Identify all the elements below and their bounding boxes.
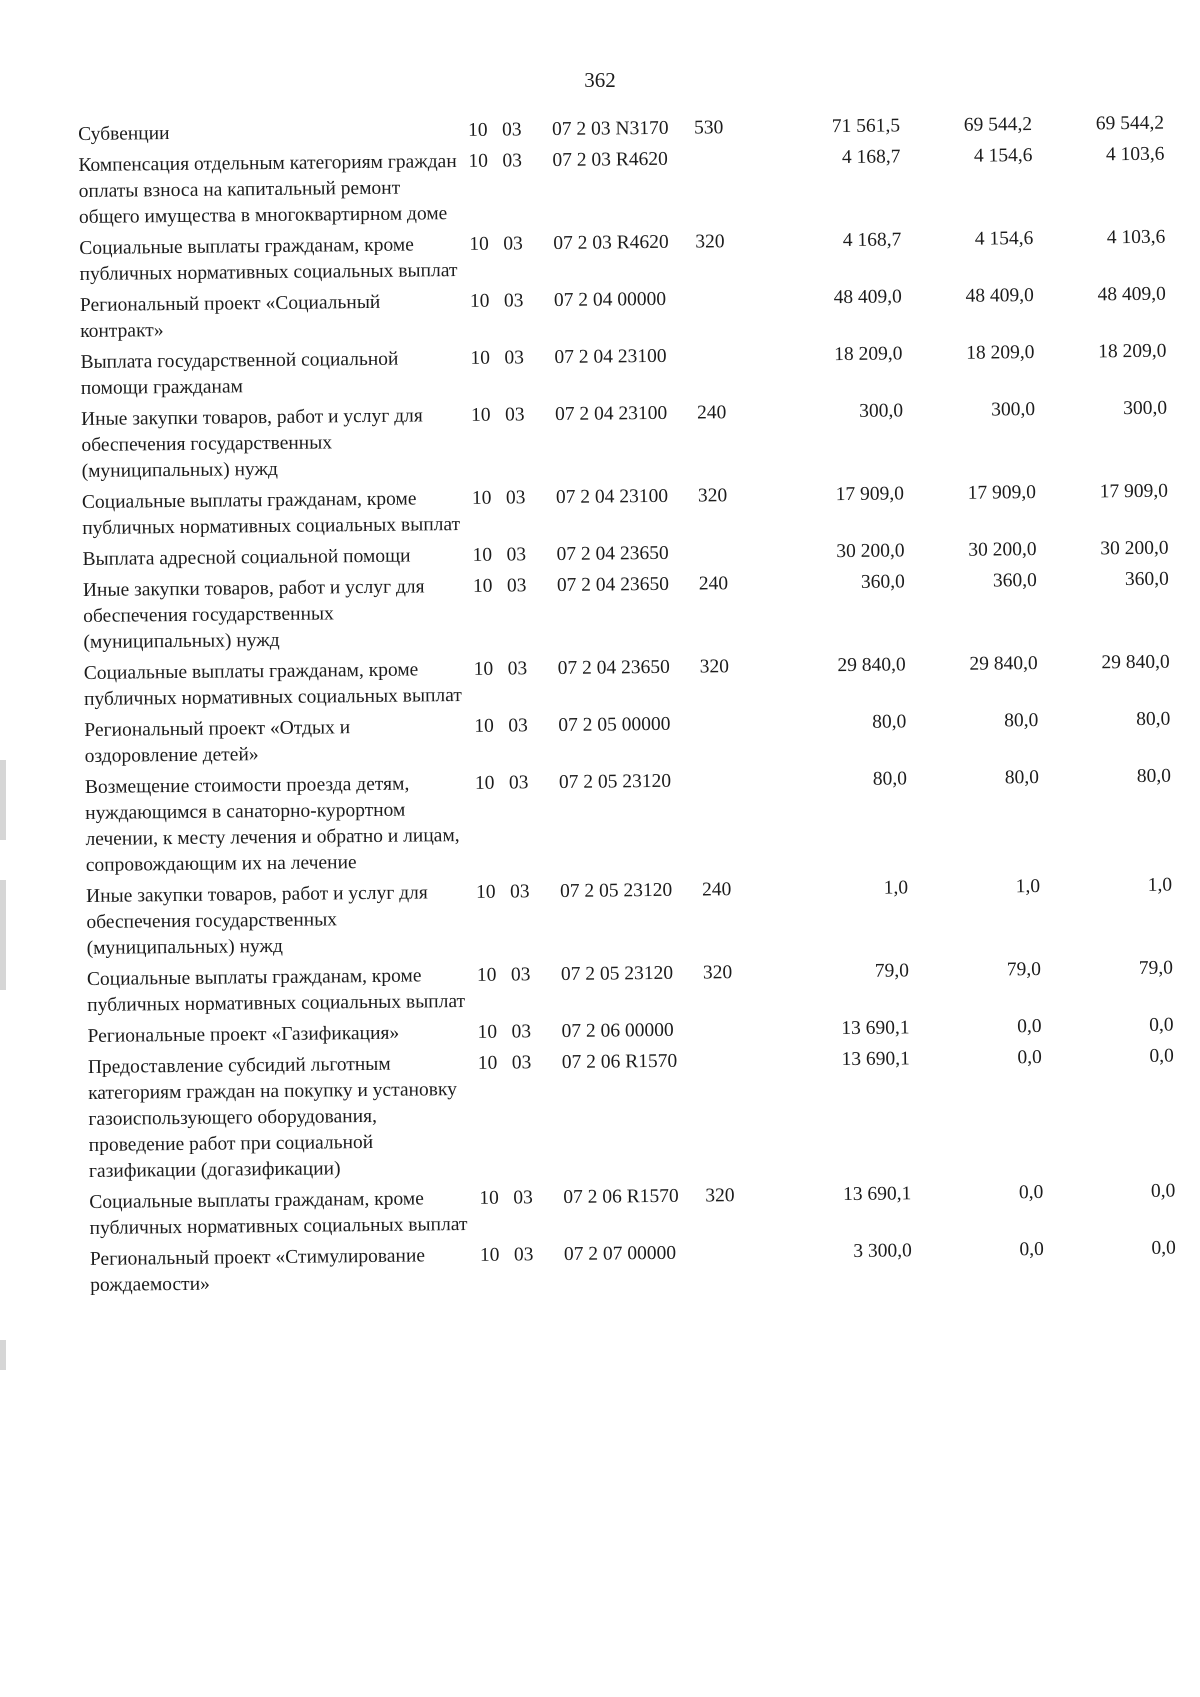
section-code: 10 (474, 715, 494, 737)
section-code: 10 (479, 1244, 500, 1266)
row-name: Предоставление субсидий льготным категориям граждан на покупку и установку газоиспользующего оборудования, проведение работ при социальной газификации (догазификации) (87, 1053, 457, 1182)
subsection-code: 03 (505, 487, 526, 509)
section-code: 10 (479, 1187, 499, 1209)
amount-year-2: 29 840,0 (969, 652, 1038, 675)
target-article-code: 07 2 06 R1570 (561, 1050, 678, 1073)
subsection-code: 03 (503, 233, 523, 255)
row-name: Иные закупки товаров, работ и услуг для обеспечения государственных (муниципальных) нужд (86, 882, 428, 959)
row-name: Социальные выплаты гражданам, кроме публичных нормативных социальных выплат (79, 234, 458, 285)
row-name: Возмещение стоимости проезда детям, нуждающимся в санаторно-курортном лечении, к месту лечения и обратно и лицам, сопровождающим их на лечение (84, 773, 460, 876)
section-code: 10 (476, 964, 497, 986)
amount-year-2: 0,0 (1019, 1238, 1044, 1261)
amount-year-2: 4 154,6 (973, 145, 1033, 167)
amount-year-2: 0,0 (1017, 1015, 1042, 1038)
target-article-code: 07 2 05 23120 (559, 879, 673, 902)
amount-year-1: 17 909,0 (835, 483, 905, 506)
scan-edge-mark (0, 760, 6, 840)
target-article-code: 07 2 04 23100 (554, 345, 667, 369)
section-code: 10 (472, 544, 493, 566)
amount-year-3: 0,0 (1149, 1014, 1174, 1036)
amount-year-3: 17 909,0 (1099, 480, 1169, 503)
target-article-code: 07 2 04 23650 (556, 573, 670, 597)
amount-year-1: 300,0 (859, 400, 904, 422)
row-name: Иные закупки товаров, работ и услуг для обеспечения государственных (муниципальных) нужд (81, 405, 423, 482)
subsection-code: 03 (502, 150, 523, 172)
subsection-code: 03 (511, 1021, 532, 1043)
section-code: 10 (472, 575, 493, 597)
subsection-code: 03 (508, 772, 529, 794)
table-row (80, 339, 1170, 402)
subsection-code: 03 (511, 1052, 532, 1074)
section-code: 10 (468, 150, 489, 172)
expense-type-code: 240 (701, 879, 732, 901)
row-name: Региональный проект «Отдых и оздоровление детей» (84, 717, 351, 767)
table-row (78, 142, 1169, 231)
expense-type-code (703, 1017, 777, 1018)
section-code: 10 (471, 487, 492, 509)
page-number: 362 (584, 68, 616, 92)
expense-type-code: 320 (705, 1185, 735, 1207)
expense-type-code (701, 768, 775, 769)
row-name: Региональный проект «Стимулирование рождаемости» (89, 1245, 426, 1296)
amount-year-3: 80,0 (1136, 708, 1171, 730)
section-code: 10 (467, 119, 488, 141)
table-row (89, 1179, 1179, 1242)
subsection-code: 03 (506, 575, 527, 597)
amount-year-3: 30 200,0 (1100, 537, 1169, 560)
amount-year-3: 1,0 (1147, 874, 1173, 896)
subsection-code: 03 (509, 881, 530, 903)
section-code: 10 (474, 772, 495, 794)
subsection-code: 03 (513, 1244, 534, 1266)
target-article-code: 07 2 05 23120 (560, 962, 674, 985)
table-row (82, 479, 1172, 542)
subsection-code: 03 (501, 119, 522, 141)
table-row (87, 956, 1177, 1019)
amount-year-1: 79,0 (874, 960, 910, 982)
target-article-code: 07 2 03 R4620 (552, 148, 668, 172)
amount-year-3: 0,0 (1149, 1045, 1174, 1067)
amount-year-2: 4 154,6 (974, 228, 1034, 250)
row-name: Иные закупки товаров, работ и услуг для обеспечения государственных (муниципальных) нужд (82, 576, 425, 653)
table-row (84, 650, 1174, 713)
target-article-code: 07 2 03 N3170 (551, 117, 669, 141)
section-code: 10 (470, 347, 491, 369)
table-row (81, 396, 1172, 485)
target-article-code: 07 2 07 00000 (563, 1242, 677, 1265)
amount-year-1: 13 690,1 (841, 1017, 910, 1040)
table-row (80, 282, 1170, 345)
amount-year-1: 4 168,7 (841, 146, 901, 169)
subsection-code: 03 (508, 715, 528, 737)
amount-year-1: 80,0 (872, 768, 908, 790)
expense-type-code: 320 (695, 231, 725, 253)
budget-table (78, 111, 1180, 1304)
target-article-code: 07 2 05 00000 (558, 713, 671, 737)
expense-type-code (700, 711, 774, 712)
amount-year-2: 69 544,2 (963, 114, 1033, 136)
row-name: Субвенции (78, 123, 170, 145)
expense-type-code (694, 146, 768, 147)
section-code: 10 (473, 658, 494, 680)
row-name: Социальные выплаты гражданам, кроме публичных нормативных социальных выплат (83, 659, 463, 710)
target-article-code: 07 2 05 23120 (558, 770, 672, 793)
subsection-code: 03 (513, 1187, 533, 1209)
target-article-code: 07 2 06 00000 (561, 1019, 674, 1042)
table-row (83, 567, 1174, 656)
expense-type-code: 240 (696, 402, 727, 424)
scan-edge-mark (0, 1340, 6, 1370)
row-name: Социальные выплаты гражданам, кроме публичных нормативных социальных выплат (89, 1188, 468, 1239)
amount-year-2: 300,0 (991, 398, 1036, 421)
section-code: 10 (475, 881, 496, 903)
amount-year-2: 0,0 (1017, 1046, 1042, 1069)
amount-year-1: 4 168,7 (842, 229, 902, 251)
table-row (88, 1044, 1179, 1185)
table-row (86, 873, 1177, 962)
amount-year-1: 29 840,0 (837, 654, 906, 677)
expense-type-code (698, 540, 772, 541)
amount-year-3: 48 409,0 (1097, 283, 1166, 306)
row-name: Выплата адресной социальной помощи (82, 545, 411, 570)
amount-year-1: 48 409,0 (833, 286, 902, 309)
expense-type-code: 320 (702, 962, 733, 984)
amount-year-3: 18 209,0 (1098, 340, 1167, 363)
amount-year-3: 4 103,6 (1106, 226, 1166, 249)
target-article-code: 07 2 04 00000 (553, 288, 667, 312)
amount-year-3: 0,0 (1150, 1180, 1176, 1202)
expense-type-code: 320 (699, 656, 730, 678)
amount-year-1: 13 690,1 (841, 1048, 910, 1071)
expense-type-code: 530 (693, 117, 724, 139)
table-row (85, 764, 1176, 879)
amount-year-1: 3 300,0 (853, 1240, 912, 1262)
amount-year-3: 0,0 (1151, 1237, 1176, 1259)
row-name: Региональные проект «Газификация» (87, 1022, 400, 1047)
target-article-code: 07 2 03 R4620 (553, 231, 669, 255)
amount-year-2: 30 200,0 (968, 538, 1037, 561)
target-article-code: 07 2 04 23100 (555, 485, 669, 509)
amount-year-1: 360,0 (860, 571, 905, 593)
subsection-code: 03 (504, 404, 525, 426)
section-code: 10 (469, 290, 490, 312)
target-article-code: 07 2 04 23650 (557, 656, 670, 680)
amount-year-2: 79,0 (1006, 958, 1042, 981)
amount-year-3: 4 103,6 (1105, 143, 1165, 166)
expense-type-code (696, 343, 770, 344)
amount-year-2: 80,0 (1004, 709, 1039, 732)
amount-year-1: 71 561,5 (831, 115, 901, 138)
amount-year-3: 29 840,0 (1101, 651, 1170, 674)
amount-year-2: 0,0 (1018, 1181, 1044, 1204)
subsection-code: 03 (506, 544, 527, 566)
section-code: 10 (477, 1021, 498, 1043)
amount-year-1: 13 690,1 (842, 1183, 912, 1206)
row-name: Социальные выплаты гражданам, кроме публичных нормативных социальных выплат (86, 965, 466, 1016)
amount-year-3: 69 544,2 (1095, 112, 1165, 135)
row-name: Социальные выплаты гражданам, кроме публичных нормативных социальных выплат (81, 488, 461, 539)
target-article-code: 07 2 06 R1570 (563, 1185, 679, 1208)
amount-year-1: 1,0 (883, 877, 909, 899)
amount-year-2: 80,0 (1004, 766, 1040, 789)
subsection-code: 03 (503, 290, 524, 312)
expense-type-code (706, 1240, 780, 1241)
amount-year-3: 80,0 (1136, 765, 1172, 787)
amount-year-2: 17 909,0 (967, 481, 1037, 504)
table-row (84, 707, 1174, 770)
row-name: Компенсация отдельным категориям граждан оплаты взноса на капитальный ремонт общего имущества в многоквартирном доме (78, 151, 457, 228)
section-code: 10 (470, 404, 491, 426)
table-row (79, 225, 1169, 288)
table-row (90, 1236, 1180, 1299)
amount-year-2: 360,0 (992, 569, 1037, 592)
expense-type-code (704, 1048, 778, 1049)
amount-year-3: 79,0 (1138, 957, 1174, 979)
subsection-code: 03 (504, 347, 525, 369)
amount-year-3: 300,0 (1123, 397, 1168, 420)
section-code: 10 (477, 1052, 498, 1074)
subsection-code: 03 (510, 964, 531, 986)
row-name: Выплата государственной социальной помощи гражданам (80, 348, 399, 399)
amount-year-1: 80,0 (872, 711, 907, 733)
amount-year-2: 18 209,0 (966, 341, 1035, 364)
amount-year-1: 30 200,0 (836, 540, 905, 563)
section-code: 10 (469, 233, 489, 255)
target-article-code: 07 2 04 23100 (554, 402, 668, 426)
expense-type-code: 320 (697, 485, 728, 507)
amount-year-2: 48 409,0 (965, 285, 1034, 307)
row-name: Региональный проект «Социальный контракт» (79, 291, 381, 342)
amount-year-3: 360,0 (1124, 568, 1169, 591)
expense-type-code (696, 286, 770, 287)
scan-edge-mark (0, 880, 6, 990)
amount-year-2: 1,0 (1015, 875, 1041, 898)
target-article-code: 07 2 04 23650 (556, 542, 669, 566)
subsection-code: 03 (507, 658, 528, 680)
amount-year-1: 18 209,0 (834, 343, 903, 366)
expense-type-code: 240 (698, 573, 729, 595)
